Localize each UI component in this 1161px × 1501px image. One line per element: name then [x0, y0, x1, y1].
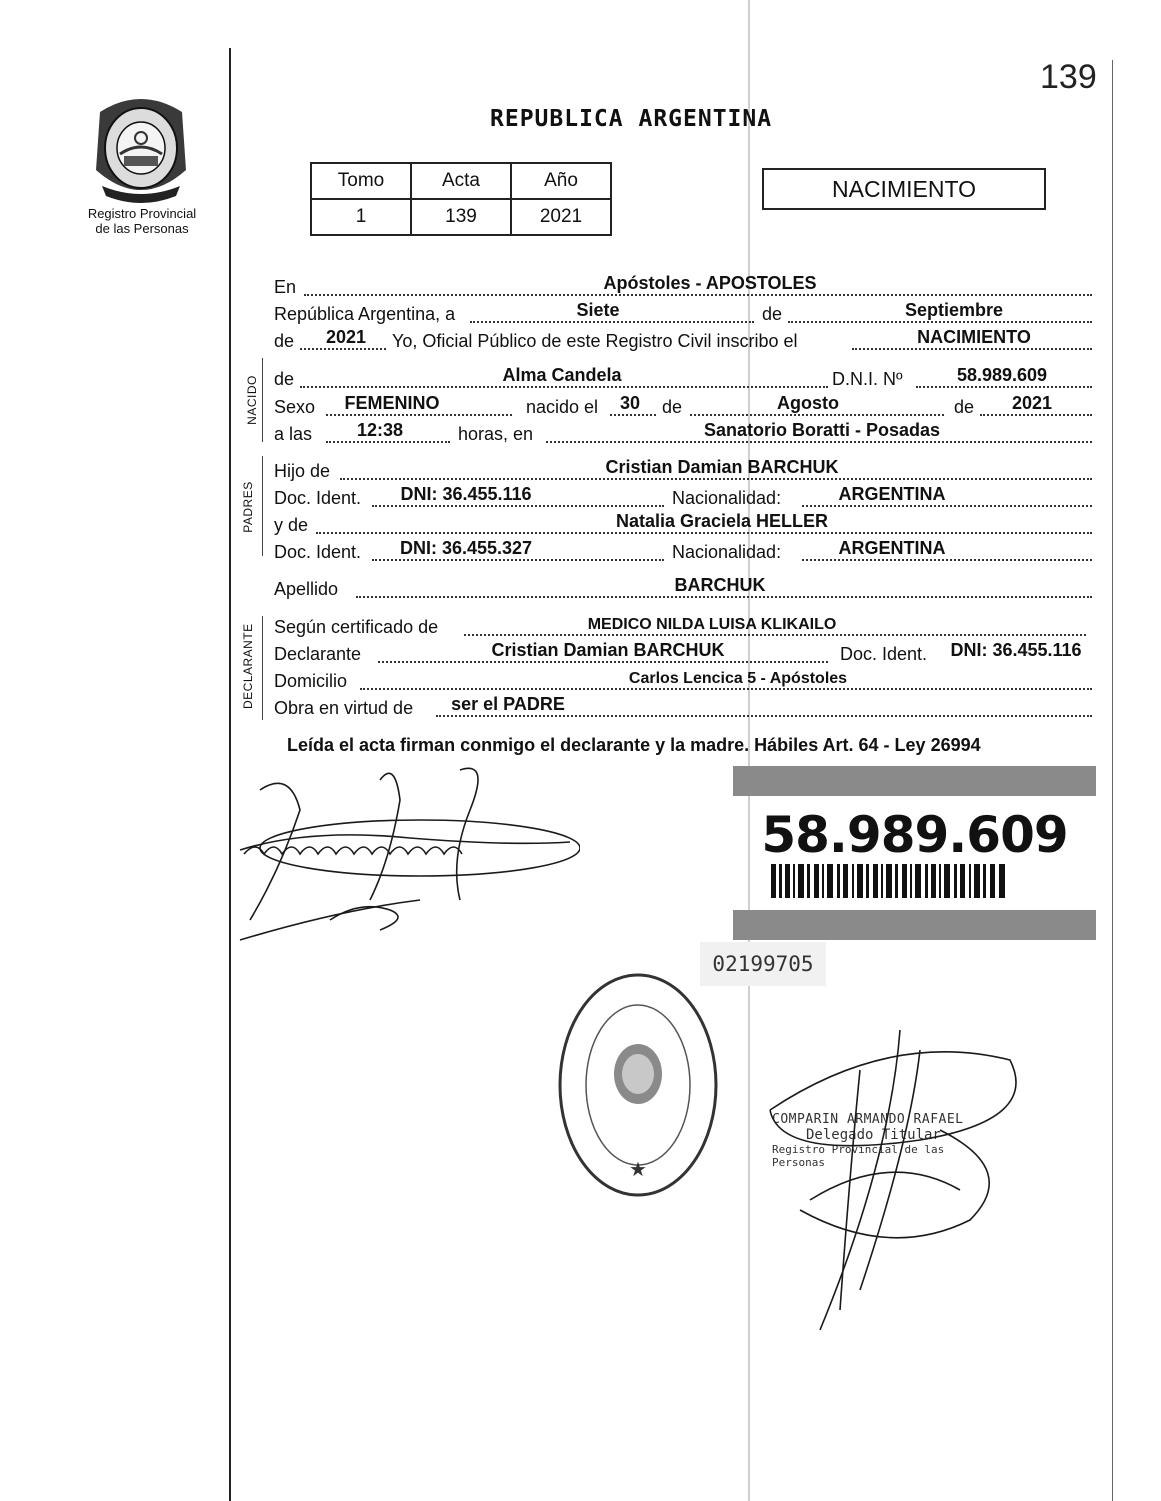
dots — [316, 532, 1092, 534]
dots — [464, 634, 1086, 636]
header-tomo: Tomo — [311, 163, 411, 199]
id-label — [733, 766, 1096, 944]
record-type-box: NACIMIENTO — [762, 168, 1046, 210]
value-act-type: NACIMIENTO — [917, 327, 1031, 347]
row-nacido-hora — [274, 420, 1092, 447]
nacido-bar — [262, 358, 263, 442]
dots — [802, 505, 1092, 507]
value-declarante-name: Cristian Damian BARCHUK — [491, 640, 725, 660]
dots — [546, 441, 1092, 443]
row-year — [274, 327, 1092, 354]
dots — [300, 348, 386, 350]
row-apellido — [274, 575, 1092, 602]
logo-caption-line1: Registro Provincial — [87, 206, 197, 221]
header-acta: Acta — [411, 163, 511, 199]
row-obra — [274, 694, 1092, 721]
svg-text:★: ★ — [629, 1157, 647, 1181]
label-republica: República Argentina, a — [274, 304, 456, 324]
dots — [300, 386, 828, 388]
label-hijo-de: Hijo de — [274, 461, 331, 481]
header-anio: Año — [511, 163, 611, 199]
dots — [852, 348, 1092, 350]
declarante-bar — [262, 616, 263, 720]
dots — [372, 505, 664, 507]
registry-seal — [556, 970, 720, 1200]
value-father: Cristian Damian BARCHUK — [605, 457, 839, 477]
label-obra: Obra en virtud de — [274, 698, 414, 718]
row-nacido-sexo — [274, 393, 1092, 420]
label-doc-ident: Doc. Ident. — [274, 542, 362, 562]
row-republica — [274, 300, 1092, 327]
dots — [980, 414, 1092, 416]
dots — [372, 559, 664, 561]
dots — [356, 596, 1092, 598]
value-place: Apóstoles - APOSTOLES — [603, 273, 817, 293]
label-en: En — [274, 277, 297, 297]
dots — [436, 715, 1092, 717]
value-domicilio: Carlos Lencica 5 - Apóstoles — [628, 670, 848, 687]
label-de: de — [274, 331, 295, 351]
dots — [326, 441, 450, 443]
label-declarante: Declarante — [274, 644, 362, 664]
dots — [916, 386, 1092, 388]
value-birth-year: 2021 — [1011, 393, 1053, 413]
label-a-las: a las — [274, 424, 313, 444]
dots — [802, 559, 1092, 561]
value-mother-nationality: ARGENTINA — [838, 538, 946, 558]
official-role: Delegado Titular — [806, 1127, 941, 1143]
value-day: Siete — [576, 300, 620, 320]
official-office: Registro Provincial de las Personas — [772, 1143, 945, 1169]
value-anio: 2021 — [511, 199, 611, 235]
official-name: COMPARIN ARMANDO RAFAEL — [772, 1112, 964, 1127]
label-y-de: y de — [274, 515, 309, 535]
section-label-declarante: DECLARANTE — [241, 623, 255, 709]
value-month: Septiembre — [904, 300, 1004, 320]
value-sexo: FEMENINO — [344, 393, 440, 413]
padres-bar — [262, 456, 263, 556]
value-father-nationality: ARGENTINA — [838, 484, 946, 504]
id-label-top-band — [733, 766, 1096, 796]
label-nacionalidad: Nacionalidad: — [672, 542, 782, 562]
right-margin-line — [1112, 60, 1113, 1501]
id-label-bottom-band — [733, 910, 1096, 940]
logo-caption-line2: de las Personas — [95, 221, 189, 236]
row-hijo-de — [274, 457, 1092, 484]
value-mother: Natalia Graciela HELLER — [615, 511, 829, 531]
value-declarante-doc: DNI: 36.455.116 — [950, 640, 1082, 660]
row-y-de — [274, 511, 1092, 538]
value-obra: ser el PADRE — [451, 694, 565, 714]
value-birth-day: 30 — [619, 393, 641, 413]
label-domicilio: Domicilio — [274, 671, 348, 691]
register-table — [310, 162, 612, 236]
row-declarante — [274, 640, 1092, 667]
label-nacido-el: nacido el — [526, 397, 599, 417]
value-time: 12:38 — [356, 420, 404, 440]
closing-statement: Leída el acta firman conmigo el declarante y la madre. Hábiles Art. 64 - Ley 26994 — [287, 735, 981, 755]
label-de: de — [662, 397, 683, 417]
value-certificado: MEDICO NILDA LUISA KLIKAILO — [587, 616, 837, 633]
section-label-nacido: NACIDO — [245, 375, 259, 425]
value-mother-doc: DNI: 36.455.327 — [399, 538, 533, 558]
section-label-padres: PADRES — [241, 481, 255, 533]
row-certificado — [274, 616, 1092, 640]
value-child-dni: 58.989.609 — [956, 365, 1048, 385]
dots — [360, 688, 1092, 690]
label-de: de — [274, 369, 295, 389]
row-father-doc — [274, 484, 1092, 511]
label-doc-ident: Doc. Ident. — [840, 644, 928, 664]
dots — [326, 414, 512, 416]
label-apellido: Apellido — [274, 579, 339, 599]
value-child-name: Alma Candela — [502, 365, 622, 385]
label-horas: horas, en — [458, 424, 534, 444]
declarant-signature — [220, 750, 580, 960]
value-birth-month: Agosto — [777, 393, 839, 413]
dots — [610, 414, 656, 416]
dots — [378, 661, 828, 663]
serial-number: 02199705 — [700, 942, 826, 986]
dots — [340, 478, 1092, 480]
logo-caption — [74, 206, 210, 236]
dots — [304, 294, 1092, 296]
document-title: REPUBLICA ARGENTINA — [490, 106, 773, 132]
value-acta: 139 — [411, 199, 511, 235]
label-certificado: Según certificado de — [274, 617, 439, 637]
province-logo — [86, 90, 196, 206]
label-de: de — [762, 304, 783, 324]
label-de: de — [954, 397, 975, 417]
barcode — [771, 864, 1007, 898]
dots — [788, 321, 1092, 323]
page-number: 139 — [1040, 58, 1097, 96]
label-statement: Yo, Oficial Público de este Registro Civil inscribo el — [392, 331, 798, 351]
row-nacido-name — [274, 365, 1092, 392]
value-tomo: 1 — [311, 199, 411, 235]
row-en — [274, 273, 1092, 300]
label-doc-ident: Doc. Ident. — [274, 488, 362, 508]
label-sexo: Sexo — [274, 397, 316, 417]
row-domicilio — [274, 670, 1092, 694]
label-dni: D.N.I. Nº — [832, 369, 903, 389]
official-signature — [740, 1010, 1040, 1350]
id-label-number: 58.989.609 — [761, 806, 1068, 864]
value-father-doc: DNI: 36.455.116 — [400, 484, 532, 504]
label-nacionalidad: Nacionalidad: — [672, 488, 782, 508]
row-mother-doc — [274, 538, 1092, 565]
value-year: 2021 — [325, 327, 367, 347]
value-birth-place: Sanatorio Boratti - Posadas — [703, 420, 941, 440]
value-apellido: BARCHUK — [674, 575, 766, 595]
dots — [690, 414, 944, 416]
dots — [470, 321, 754, 323]
